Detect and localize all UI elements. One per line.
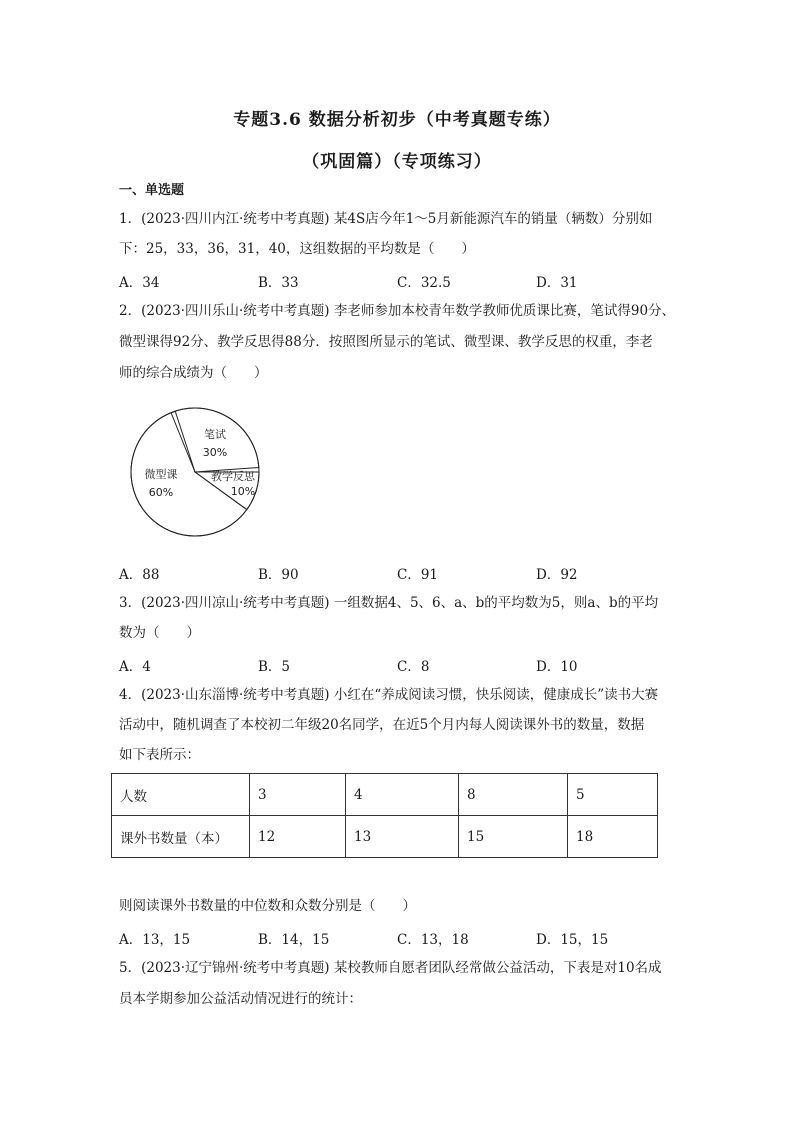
q3-option-b: B．5 [258, 659, 291, 675]
table-cell: 15 [459, 816, 568, 858]
q1-option-a: A．34 [119, 275, 160, 291]
table-cell: 3 [250, 774, 346, 816]
page-title: 专题3.6 数据分析初步（中考真题专练） [233, 110, 561, 130]
q4-line-2: 活动中，随机调查了本校初二年级20名同学，在近5个月内每人阅读课外书的数量，数据 [119, 717, 645, 733]
reading-data-table [111, 773, 658, 858]
q2-option-b: B．90 [258, 567, 299, 583]
q3-line-1: 3．(2023·四川凉山·统考中考真题) 一组数据4、5、6、a、b的平均数为5，则a、b的平均 [119, 595, 659, 611]
q1-option-b: B．33 [258, 275, 299, 291]
q4-line-1: 4．(2023·山东淄博·统考中考真题) 小红在“养成阅读习惯，快乐阅读，健康成长”读书大赛 [119, 687, 659, 703]
q4-option-c: C．13，18 [397, 932, 469, 948]
q1-option-c: C．32.5 [397, 275, 451, 291]
q1-option-d: D．31 [536, 275, 578, 291]
table-cell: 8 [459, 774, 568, 816]
table-cell: 12 [250, 816, 346, 858]
q4-line-3: 如下表所示： [119, 747, 200, 763]
weight-pie-chart [125, 402, 265, 542]
pie-label-micro-lesson: 微型课 [144, 468, 178, 481]
q4-option-a: A．13，15 [119, 932, 191, 948]
q4-option-b: B．14，15 [258, 932, 330, 948]
q5-line-1: 5．(2023·辽宁锦州·统考中考真题) 某校教师自愿者团队经常做公益活动，下表是对10名成 [119, 960, 662, 976]
table-cell: 4 [346, 774, 459, 816]
table-header-cell: 人数 [112, 774, 250, 816]
table-row [112, 774, 658, 816]
q5-line-2: 员本学期参加公益活动情况进行的统计： [119, 991, 362, 1007]
q3-option-d: D．10 [536, 659, 578, 675]
pie-value-micro-lesson: 60% [148, 486, 174, 499]
q3-line-2: 数为（ ） [119, 625, 200, 641]
table-cell: 18 [568, 816, 658, 858]
q2-line-2: 微型课得92分、教学反思得88分．按照图所显示的笔试、微型课、教学反思的权重，李老 [119, 334, 653, 350]
pie-value-written-test: 30% [202, 446, 228, 459]
pie-label-teaching-reflection: 教学反思 [211, 470, 255, 483]
page-subtitle: （巩固篇）（专项练习） [302, 152, 492, 172]
q3-option-c: C．8 [397, 659, 430, 675]
q1-line-1: 1．(2023·四川内江·统考中考真题) 某4S店今年1～5月新能源汽车的销量（辆数）分别如 [119, 211, 653, 227]
q2-option-a: A．88 [119, 567, 160, 583]
section-heading: 一、单选题 [119, 183, 185, 198]
q3-option-a: A．4 [119, 659, 151, 675]
table-cell: 5 [568, 774, 658, 816]
pie-value-teaching-reflection: 10% [230, 485, 256, 498]
q2-line-3: 师的综合成绩为（ ） [119, 365, 268, 381]
q2-line-1: 2．(2023·四川乐山·统考中考真题) 李老师参加本校青年数学教师优质课比赛，笔试得90分、 [119, 303, 676, 319]
table-cell: 13 [346, 816, 459, 858]
q2-option-d: D．92 [536, 567, 578, 583]
pie-label-written-test: 笔试 [204, 428, 226, 441]
q2-option-c: C．91 [397, 567, 439, 583]
q4-line-4: 则阅读课外书数量的中位数和众数分别是（ ） [119, 898, 416, 914]
q1-line-2: 下：25，33，36，31，40，这组数据的平均数是（ ） [119, 241, 475, 257]
table-header-cell: 课外书数量（本） [112, 816, 250, 858]
table-row [112, 816, 658, 858]
q4-option-d: D．15，15 [536, 932, 609, 948]
